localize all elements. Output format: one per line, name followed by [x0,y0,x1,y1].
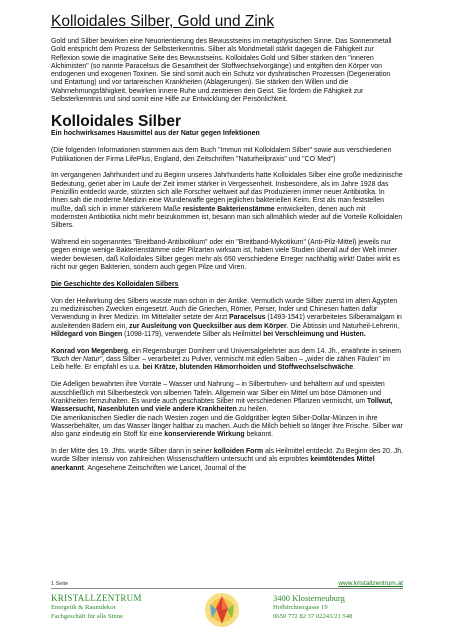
text-run: Im vergangenen Jahrhundert und zu Beginn unseres Jahrhunderts hatte Kolloidales Silber eine große medizinische Bedeutung, geriet aber im Laufe der Zeit immer stärker in Vergessenheit. Insbesondere, als im Jahre 1928 das Penizillin entdeckt wurde, stürzten sich alle Forscher weltweit auf das Produzieren immer neuer Antibiotika. In ihnen sah die moderne Medizin eine Wunderwaffe gegen jeglichen bakteriellen Keim. Erst als man feststellen mußte, daß sich in immer stärkerem Maße [51,172,403,213]
section-title: Kolloidales Silber [51,113,182,131]
text-run: Von der Heilwirkung des Silbers wusste man schon in der Antike. Vermutlich wurde Silber zuerst im alten Ägypten zu medizinischen Zwecken eingesetzt. Auch die Griechen, Römer, Perser, Inder und Chinesen hatten dafür Verwendung in ihrer Medizin. Im Mittelalter setzte der Arzt [51,297,398,322]
address-street: Hofbirchnergasse 19 [273,604,328,611]
footer-divider [51,588,403,589]
text-run: . Die Äbtissin und Naturheil-Lehrerin, [286,322,400,330]
text-run: zu heilen. [238,406,269,414]
source-paragraph: (Die folgenden Informationen stammen aus dem Buch "Immun mit Kolloidalem Silber" sowie aus verschiedenen Publikationen der Firma LifePlus, England, den Zeitschriften "Naturheilpraxis" und "CO´Med") [51,147,392,163]
document-body [51,12,403,473]
phone-numbers: 0650 772 82 37 02243/21 548 [273,613,353,620]
text-run: , dass Silber – verarbeitet zu Pulver, vermischt mit edlen Salben – „wider die zähen Fäulen" im Leib helfe. Er empfahl es u.a. [51,356,391,372]
italic-run: "Buch der Natur" [51,356,103,364]
brand-tagline-2: Fachgeschäft für alle Sinne [51,613,123,620]
crystal-logo-icon [203,590,241,630]
page-footer [51,580,403,632]
text-run: als Heilmittel entdeckt. Zu Beginn des 20. Jh. wurde Silber intensiv von zahlreichen Wissenschaftlern untersucht und als erprobtes [51,448,403,464]
bold-run: Konrad von Megenberg [51,347,128,355]
intro-paragraph: Gold und Silber bewirken eine Neuorientierung des Bewusstseins im metaphysischen Sinne. Das Sonnenmetall Gold entspricht dem Prozess der Selbsterkenntnis. Silber als Mondmetall stärkt dagegen die Fähigkeit zur Reflexion sowie die imaginative Seite des Bewusstseins. Kolloidales Gold und Silber stärken den "inneren Alchimisten" (so nannte Paracelsus die Gesamtheit der Stoffwechselvorgänge) und entgiften den Körper von endogenen und exogenen Toxinen. Sie sind somit auch ein Schutz vor dyshratischen Prozessen (Degeneration und Entartung) und vor tartareischen Krankheiten (Ablagerungen). Sie stärken den Willen und die Wahrnehmungsfähigkeit, bewirken innere Ruhe und zentrieren den Geist. Sie fördern die Fähigkeit zur Selbsterkenntnis und sind somit eine Hilfe zur Entwicklung der Persönlichkeit. [51,38,392,104]
bold-run: Hildegard von Bingen [51,330,123,338]
colloid-paragraph [51,448,403,473]
bold-run: keimtötendes Mittel anerkannt [51,456,375,472]
bold-run: kolloiden Form [213,448,264,456]
brand-name: KRISTALLZENTRUM [51,593,142,603]
text-run: bekannt. [246,431,273,439]
bold-run: resistente Bakterienstämme [182,205,275,213]
bold-run: bei Verschleimung und Husten. [263,330,366,338]
bold-run: bei Krätze, blutenden Hämorrhoiden und Stoffwechselschwäche [142,364,354,372]
history-paragraph-1 [51,172,403,230]
text-run: Die Adeligen bewahrten ihre Vorräte – Wasser und Nahrung – in Silbertruhen- und behältern auf und speisten ausschließlich mit Silberbesteck von silbernen Tafeln. Allgemein war Silber ein Mittel um böse Dämonen und Krankheiten fernzuhalten. Es wurde auch geschabtes Silber mit verschiedenen Pflanzen vermischt, um [51,381,385,405]
section-subtitle: Ein hochwirksames Hausmittel aus der Natur gegen Infektionen [51,130,260,138]
settlers-paragraph [51,415,403,440]
text-run: . Angesehene Zeitschriften wie Lancet, Journal of the [83,464,246,472]
text-run: , ein Regensburger Domherr und Universalgelehrter aus dem 14. Jh., erwähnte in seinem [127,347,402,355]
text-run: (1098-1179), verwendete Silber als Heilmittel [124,330,262,338]
history-heading: Die Geschichte des Kolloidalen Silbers [51,280,179,288]
address-city: 3400 Klosterneuburg [273,593,345,603]
megenberg-paragraph [51,348,403,373]
page-number: 1 Seite [51,581,69,587]
document-title: Kolloidales Silber, Gold und Zink [51,13,275,30]
text-run: . [353,364,356,372]
bold-run: konservierende Wirkung [164,431,245,439]
nobility-paragraph [51,381,403,414]
bold-run: Tollwut, Wassersucht, Nasenbluten und viele andere Krankheiten [51,397,393,414]
bold-run: zur Ausleitung von Quecksilber aus dem Körper [129,322,287,330]
broadband-paragraph: Während ein sogenanntes "Breitband-Antibiotikum" oder ein "Breitband-Mykotikum" (Anti-Pilz-Mittel) jeweils nur gegen einige wenige Bakterienstämme oder Pilzarten wirksam ist, haben viele Studien überall auf der Welt immer wieder bewiesen, daß Kolloidales Silber gegen mehr als 650 verschiedene Erreger nachhaltig wirkt! Dabei wirkt es nicht nur gegen Bakterien, sondern auch gegen Pilze und Viren. [51,239,400,272]
text-run: In der Mitte des 19. Jhts. wurde Silber dann in seiner [51,448,212,456]
text-run: (1493-1541) verarbeitetes Silberamalgam in ausleitenden Bädern ein, [51,314,402,330]
text-run: Die amerikanischen Siedler die nach Westen zogen und die Goldgräber legten Silber-Dollar-Münzen in ihre Wasserbehälter, um das Wasser länger haltbar zu machen. Auch die Milch behielt so länger ihre Frische. Silber war also ganz eindeutig ein Stoff für eine [51,414,403,439]
text-run: entwickelten, denen auch mit modernsten Antibiotika nicht mehr beizukommen ist, besann man sich allmählich wieder auf die Vorteile Kolloidalen Silbers. [51,205,403,230]
antiquity-paragraph [51,298,403,339]
brand-tagline-1: Energetik & Raumdekor [51,604,116,611]
website-link[interactable]: www.kristallzentrum.at [338,580,403,587]
bold-run: Paracelsus [229,314,266,322]
